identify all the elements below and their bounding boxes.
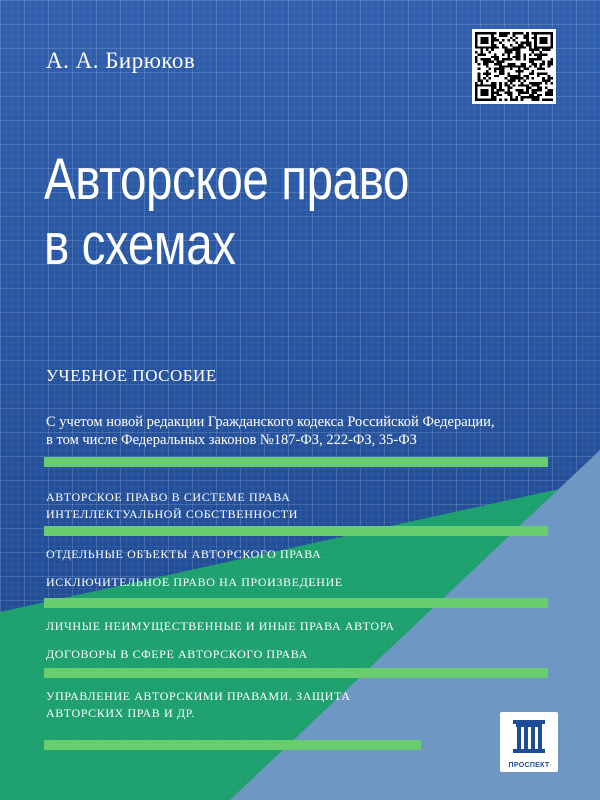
publisher-building-icon (500, 712, 558, 760)
section-item-1-line-2: ИНТЕЛЛЕКТУАЛЬНОЙ СОБСТВЕННОСТИ (46, 507, 298, 522)
section-item-6-line-2: АВТОРСКИХ ПРАВ И ДР. (46, 706, 196, 721)
section-item-2-line-1: ОТДЕЛЬНЫЕ ОБЪЕКТЫ АВТОРСКОГО ПРАВА (46, 547, 322, 561)
divider-bar-5 (44, 740, 421, 750)
section-item-6 (46, 688, 351, 722)
section-item-4-line-1: ЛИЧНЫЕ НЕИМУЩЕСТВЕННЫЕ И ИНЫЕ ПРАВА АВТОРА (46, 619, 395, 633)
description-line-1: С учетом новой редакции Гражданского кодекса Российской Федерации, (46, 414, 495, 430)
divider-bar-4 (44, 668, 548, 678)
section-item-6-line-1: УПРАВЛЕНИЕ АВТОРСКИМИ ПРАВАМИ. ЗАЩИТА (46, 689, 351, 703)
qr-code-icon[interactable] (472, 29, 556, 104)
edition-description (46, 414, 576, 449)
section-item-5 (46, 646, 308, 663)
title-line-2: в схемах (44, 211, 236, 277)
section-item-1-line-1: АВТОРСКОЕ ПРАВО В СИСТЕМЕ ПРАВА (46, 490, 291, 504)
section-item-5-line-1: ДОГОВОРЫ В СФЕРЕ АВТОРСКОГО ПРАВА (46, 647, 308, 661)
description-line-2: в том числе Федеральных законов №187-ФЗ, 222-ФЗ, 35-ФЗ (46, 431, 417, 448)
book-title (44, 148, 470, 278)
divider-bar-2 (44, 526, 548, 536)
section-item-4 (46, 618, 395, 635)
section-item-3 (46, 574, 343, 591)
divider-bar-3 (44, 598, 548, 608)
section-item-3-line-1: ИСКЛЮЧИТЕЛЬНОЕ ПРАВО НА ПРОИЗВЕДЕНИЕ (46, 575, 343, 589)
section-item-1 (46, 489, 298, 523)
author-name: А. А. Бирюков (46, 48, 196, 73)
publisher-name: ПРОСПЕКТ (508, 762, 550, 769)
title-line-1: Авторское право (44, 147, 410, 212)
section-item-2 (46, 546, 321, 563)
publisher-logo-icon (500, 712, 558, 772)
book-subtitle: УЧЕБНОЕ ПОСОБИЕ (46, 366, 217, 385)
divider-bar-1 (44, 457, 548, 467)
